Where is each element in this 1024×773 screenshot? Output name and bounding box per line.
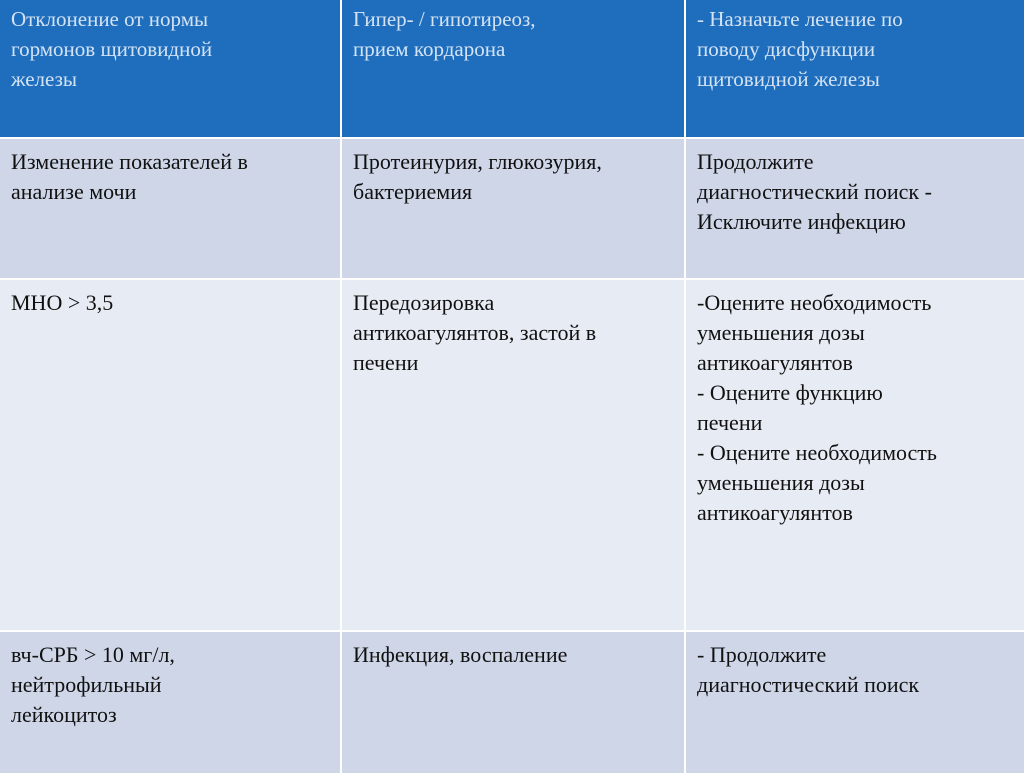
- row2-action: -Оцените необходимость уменьшения дозы антикоагулянтов - Оцените функцию печени - Оцените необходимость уменьшения дозы антикоагулянтов: [686, 280, 1024, 630]
- row2-deviation: МНО > 3,5: [0, 280, 340, 630]
- row1-action: Продолжите диагностический поиск - Исключите инфекцию: [686, 139, 1024, 278]
- row3-deviation: вч-СРБ > 10 мг/л, нейтрофильный лейкоцитоз: [0, 632, 340, 773]
- row2-cause: Передозировка антикоагулянтов, застой в печени: [342, 280, 684, 630]
- row3-action: - Продолжите диагностический поиск: [686, 632, 1024, 773]
- row1-cause: Протеинурия, глюкозурия, бактериемия: [342, 139, 684, 278]
- row1-deviation: Изменение показателей в анализе мочи: [0, 139, 340, 278]
- header-cell-cause: Гипер- / гипотиреоз, прием кордарона: [342, 0, 684, 137]
- row3-cause: Инфекция, воспаление: [342, 632, 684, 773]
- header-cell-action: - Назначьте лечение по поводу дисфункции щитовидной железы: [686, 0, 1024, 137]
- header-cell-deviation: Отклонение от нормы гормонов щитовидной железы: [0, 0, 340, 137]
